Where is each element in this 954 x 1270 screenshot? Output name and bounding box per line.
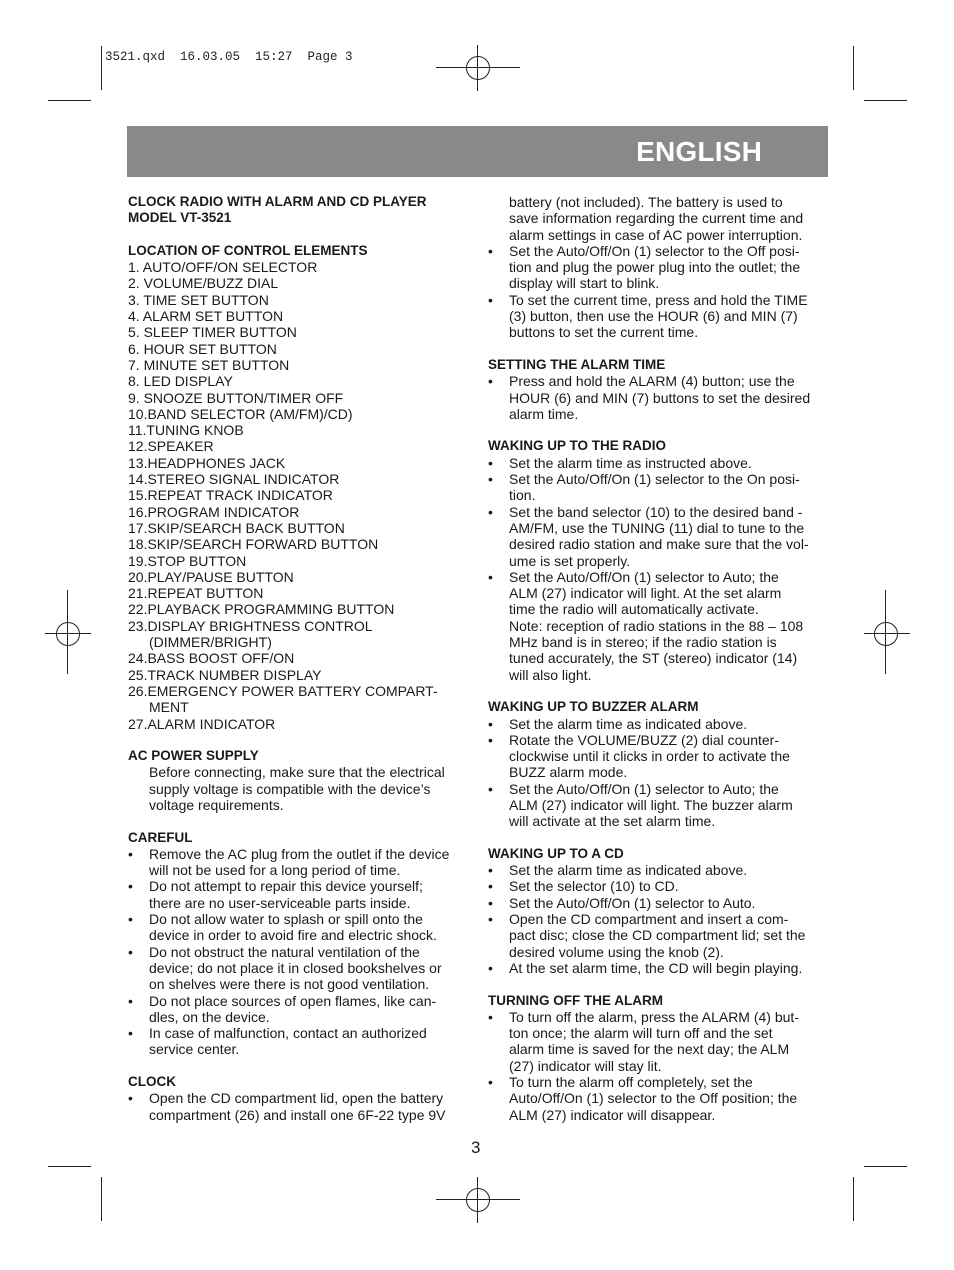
bullet-line: Do not place sources of open flames, like can- [149,992,437,1009]
section-heading-careful: CAREFUL [128,829,193,845]
control-list-item: 16.PROGRAM INDICATOR [128,503,300,520]
clock-continued-paragraph [488,194,833,243]
control-list-item: 14.STEREO SIGNAL INDICATOR [128,471,340,488]
bullet-line: Do not obstruct the natural ventilation of the [149,943,420,960]
bullet-item [488,243,833,292]
section-heading-buzzer: WAKING UP TO BUZZER ALARM [488,699,699,715]
bullet-line: ume is set properly. [509,552,631,569]
control-list-item: 18.SKIP/SEARCH FORWARD BUTTON [128,536,379,553]
bullet-line: ALM (27) indicator will light. The buzzer alarm [509,796,793,813]
bullet-icon: • [488,242,493,259]
bullet-line: alarm time. [509,405,579,422]
bullet-line: buttons to set the current time. [509,324,699,341]
bullet-line: Set the alarm time as instructed above. [509,454,752,471]
control-list-item: 26.EMERGENCY POWER BATTERY COMPART- [128,682,438,699]
crop-mark [101,1177,102,1221]
crop-mark [864,1166,907,1167]
bullet-item [488,292,833,341]
bullet-item [488,878,833,894]
bullet-line: clockwise until it clicks in order to activate the [509,748,790,765]
bullet-line: will not be used for a long period of time. [149,862,401,879]
bullet-icon: • [488,911,493,928]
control-list-item: 22.PLAYBACK PROGRAMMING BUTTON [128,601,395,618]
control-list-item: 2. VOLUME/BUZZ DIAL [128,275,279,292]
bullet-line: dles, on the device. [149,1008,270,1025]
bullet-icon: • [488,454,493,471]
section-heading-alarm-time: SETTING THE ALARM TIME [488,356,666,372]
buzzer-list [488,716,833,830]
bullet-line: MHz band is in stereo; if the radio station is [509,634,777,651]
bullet-line: In case of malfunction, contact an authorized [149,1025,427,1042]
bullet-item [488,471,833,504]
bullet-icon: • [488,1074,493,1091]
control-list-item: 20.PLAY/PAUSE BUTTON [128,568,294,585]
bullet-icon: • [128,845,133,862]
crop-mark [864,100,907,101]
bullet-icon: • [488,862,493,879]
bullet-item [488,373,833,422]
paragraph-line: voltage requirements. [149,796,284,813]
control-list-item: 3. TIME SET BUTTON [128,291,269,308]
bullet-line: HOUR (6) and MIN (7) buttons to set the desired [509,389,811,406]
bullet-line: desired volume using the knob (2). [509,943,724,960]
left-column [128,194,473,1123]
bullet-icon: • [488,731,493,748]
clock-list-continued [488,243,833,341]
cd-list [488,862,833,976]
crop-mark [48,100,91,101]
bullet-line: Set the Auto/Off/On (1) selector to the On posi- [509,471,800,488]
paragraph-line: alarm settings in case of AC power interruption. [509,226,803,243]
bullet-line: To turn the alarm off completely, set the [509,1074,753,1091]
bullet-line: Set the Auto/Off/On (1) selector to the Off posi- [509,242,800,259]
bullet-item [488,1074,833,1123]
bullet-line: BUZZ alarm mode. [509,764,628,781]
control-list-item: 8. LED DISPLAY [128,373,233,390]
bullet-line: Set the Auto/Off/On (1) selector to Auto; the [509,568,779,585]
controls-list [128,259,473,732]
control-list-item: 9. SNOOZE BUTTON/TIMER OFF [128,389,344,406]
bullet-line: Rotate the VOLUME/BUZZ (2) dial counter- [509,731,779,748]
bullet-item [128,846,473,879]
model-number: MODEL VT-3521 [128,210,232,226]
section-heading-location: LOCATION OF CONTROL ELEMENTS [128,242,368,258]
bullet-item [488,455,833,471]
control-list-item: 21.REPEAT BUTTON [128,585,264,602]
paragraph-line: supply voltage is compatible with the device’s [149,780,431,797]
bullet-icon: • [488,894,493,911]
bullet-icon: • [488,780,493,797]
bullet-line: tion. [509,487,536,504]
bullet-icon: • [128,943,133,960]
document-title: CLOCK RADIO WITH ALARM AND CD PLAYER [128,194,427,209]
bullet-item [128,878,473,911]
bullet-line: there are no user-serviceable parts inside. [149,894,411,911]
bullet-line: AM/FM, use the TUNING (11) dial to tune to the [509,519,805,536]
bullet-line: (3) button, then use the HOUR (6) and MIN (7) [509,308,798,325]
bullet-line: Set the alarm time as indicated above. [509,862,748,879]
bullet-item [488,862,833,878]
bullet-line: desired radio station and make sure that the vol- [509,536,809,553]
bullet-line: (27) indicator will stay lit. [509,1057,662,1074]
bullet-icon: • [128,1025,133,1042]
bullet-icon: • [488,291,493,308]
bullet-item [128,944,473,993]
bullet-line: Set the selector (10) to CD. [509,878,679,895]
section-heading-ac-power: AC POWER SUPPLY [128,748,259,764]
bullet-item [128,911,473,944]
bullet-line: tion and plug the power plug into the outlet; the [509,259,801,276]
radio-list [488,455,833,683]
bullet-line: To set the current time, press and hold the TIME [509,291,808,308]
bullet-item [488,1009,833,1074]
bullet-icon: • [488,715,493,732]
bullet-line: alarm time is saved for the next day; the ALM [509,1041,790,1058]
control-list-item: 11.TUNING KNOB [128,422,244,439]
ac-power-paragraph [128,764,473,813]
crop-mark [853,46,854,90]
bullet-line: At the set alarm time, the CD will begin playing. [509,959,803,976]
bullet-item [488,911,833,960]
bullet-item [488,716,833,732]
control-list-item: 15.REPEAT TRACK INDICATOR [128,487,333,504]
bullet-line: service center. [149,1041,240,1058]
bullet-line: Open the CD compartment lid, open the battery [149,1090,444,1107]
bullet-line: device; do not place it in closed bookshelves or [149,959,442,976]
bullet-icon: • [128,878,133,895]
bullet-line: Note: reception of radio stations in the 88 – 108 [509,617,804,634]
bullet-line: ALM (27) indicator will disappear. [509,1106,716,1123]
right-column [488,194,833,1123]
bullet-line: time the radio will automatically activate. [509,601,759,618]
bullet-line: Auto/Off/On (1) selector to the Off position; the [509,1090,798,1107]
control-list-item: 27.ALARM INDICATOR [128,715,276,732]
bullet-icon: • [488,568,493,585]
bullet-icon: • [488,878,493,895]
bullet-icon: • [128,1090,133,1107]
bullet-icon: • [488,1008,493,1025]
bullet-line: Do not allow water to splash or spill onto the [149,911,423,928]
crop-mark [101,46,102,90]
control-list-item: 6. HOUR SET BUTTON [128,340,277,357]
bullet-line: Set the Auto/Off/On (1) selector to Auto. [509,894,756,911]
section-heading-turn-off: TURNING OFF THE ALARM [488,992,663,1008]
bullet-line: Remove the AC plug from the outlet if the device [149,845,450,862]
control-list-item: 10.BAND SELECTOR (AM/FM)/CD) [128,405,353,422]
bullet-line: device in order to avoid fire and electric shock. [149,927,437,944]
bullet-line: pact disc; close the CD compartment lid; set the [509,927,806,944]
control-list-item: 17.SKIP/SEARCH BACK BUTTON [128,519,345,536]
crop-mark [48,1166,91,1167]
bullet-item [488,569,833,683]
bullet-item [128,1025,473,1058]
section-heading-clock: CLOCK [128,1074,176,1090]
control-list-item: 19.STOP BUTTON [128,552,247,569]
bullet-item [488,895,833,911]
control-list-item: 1. AUTO/OFF/ON SELECTOR [128,259,318,276]
bullet-line: will also light. [509,666,592,683]
control-list-item: 24.BASS BOOST OFF/ON [128,650,295,667]
bullet-icon: • [488,471,493,488]
bullet-icon: • [128,911,133,928]
bullet-icon: • [488,503,493,520]
clock-list [128,1090,473,1123]
paragraph-line: Before connecting, make sure that the electrical [149,764,445,781]
bullet-item [488,960,833,976]
control-list-item: 4. ALARM SET BUTTON [128,308,284,325]
bullet-icon: • [128,992,133,1009]
bullet-icon: • [488,373,493,390]
careful-list [128,846,473,1058]
print-slug: 3521.qxd 16.03.05 15:27 Page 3 [105,50,353,64]
bullet-line: on shelves were there is not good ventilation. [149,976,430,993]
bullet-line: ton once; the alarm will turn off and the set [509,1025,773,1042]
bullet-line: Set the band selector (10) to the desired band - [509,503,803,520]
bullet-line: Set the alarm time as indicated above. [509,715,748,732]
language-banner [127,126,828,177]
crop-mark [853,1177,854,1221]
bullet-item [488,504,833,569]
bullet-line: ALM (27) indicator will light. At the set alarm [509,585,782,602]
turn-off-list [488,1009,833,1123]
paragraph-line: save information regarding the current time and [509,210,804,227]
bullet-line: tuned accurately, the ST (stereo) indicator (14) [509,650,798,667]
section-heading-radio: WAKING UP TO THE RADIO [488,438,667,454]
control-list-item: 25.TRACK NUMBER DISPLAY [128,666,322,683]
bullet-item [128,1090,473,1123]
bullet-item [488,781,833,830]
control-list-item: 7. MINUTE SET BUTTON [128,356,290,373]
bullet-line: Set the Auto/Off/On (1) selector to Auto; the [509,780,779,797]
bullet-icon: • [488,959,493,976]
alarm-time-list [488,373,833,422]
bullet-line: Do not attempt to repair this device yourself; [149,878,423,895]
control-list-item: 13.HEADPHONES JACK [128,454,286,471]
control-list-item: 12.SPEAKER [128,438,214,455]
banner-title: ENGLISH [636,136,762,167]
bullet-line: compartment (26) and install one 6F-22 type 9V [149,1106,446,1123]
page-number: 3 [471,1138,481,1157]
control-list-item: 23.DISPLAY BRIGHTNESS CONTROL [128,617,373,634]
bullet-line: Open the CD compartment and insert a com- [509,911,789,928]
bullet-item [128,993,473,1026]
bullet-item [488,732,833,781]
section-heading-cd: WAKING UP TO A CD [488,845,624,861]
bullet-line: display will start to blink. [509,275,660,292]
bullet-line: will activate at the set alarm time. [509,813,716,830]
control-list-item: 5. SLEEP TIMER BUTTON [128,324,297,341]
paragraph-line: battery (not included). The battery is used to [509,194,783,210]
bullet-line: Press and hold the ALARM (4) button; use the [509,373,795,390]
control-list-item: MENT [149,699,189,716]
control-list-item: (DIMMER/BRIGHT) [149,634,272,651]
bullet-line: To turn off the alarm, press the ALARM (4) but- [509,1008,799,1025]
